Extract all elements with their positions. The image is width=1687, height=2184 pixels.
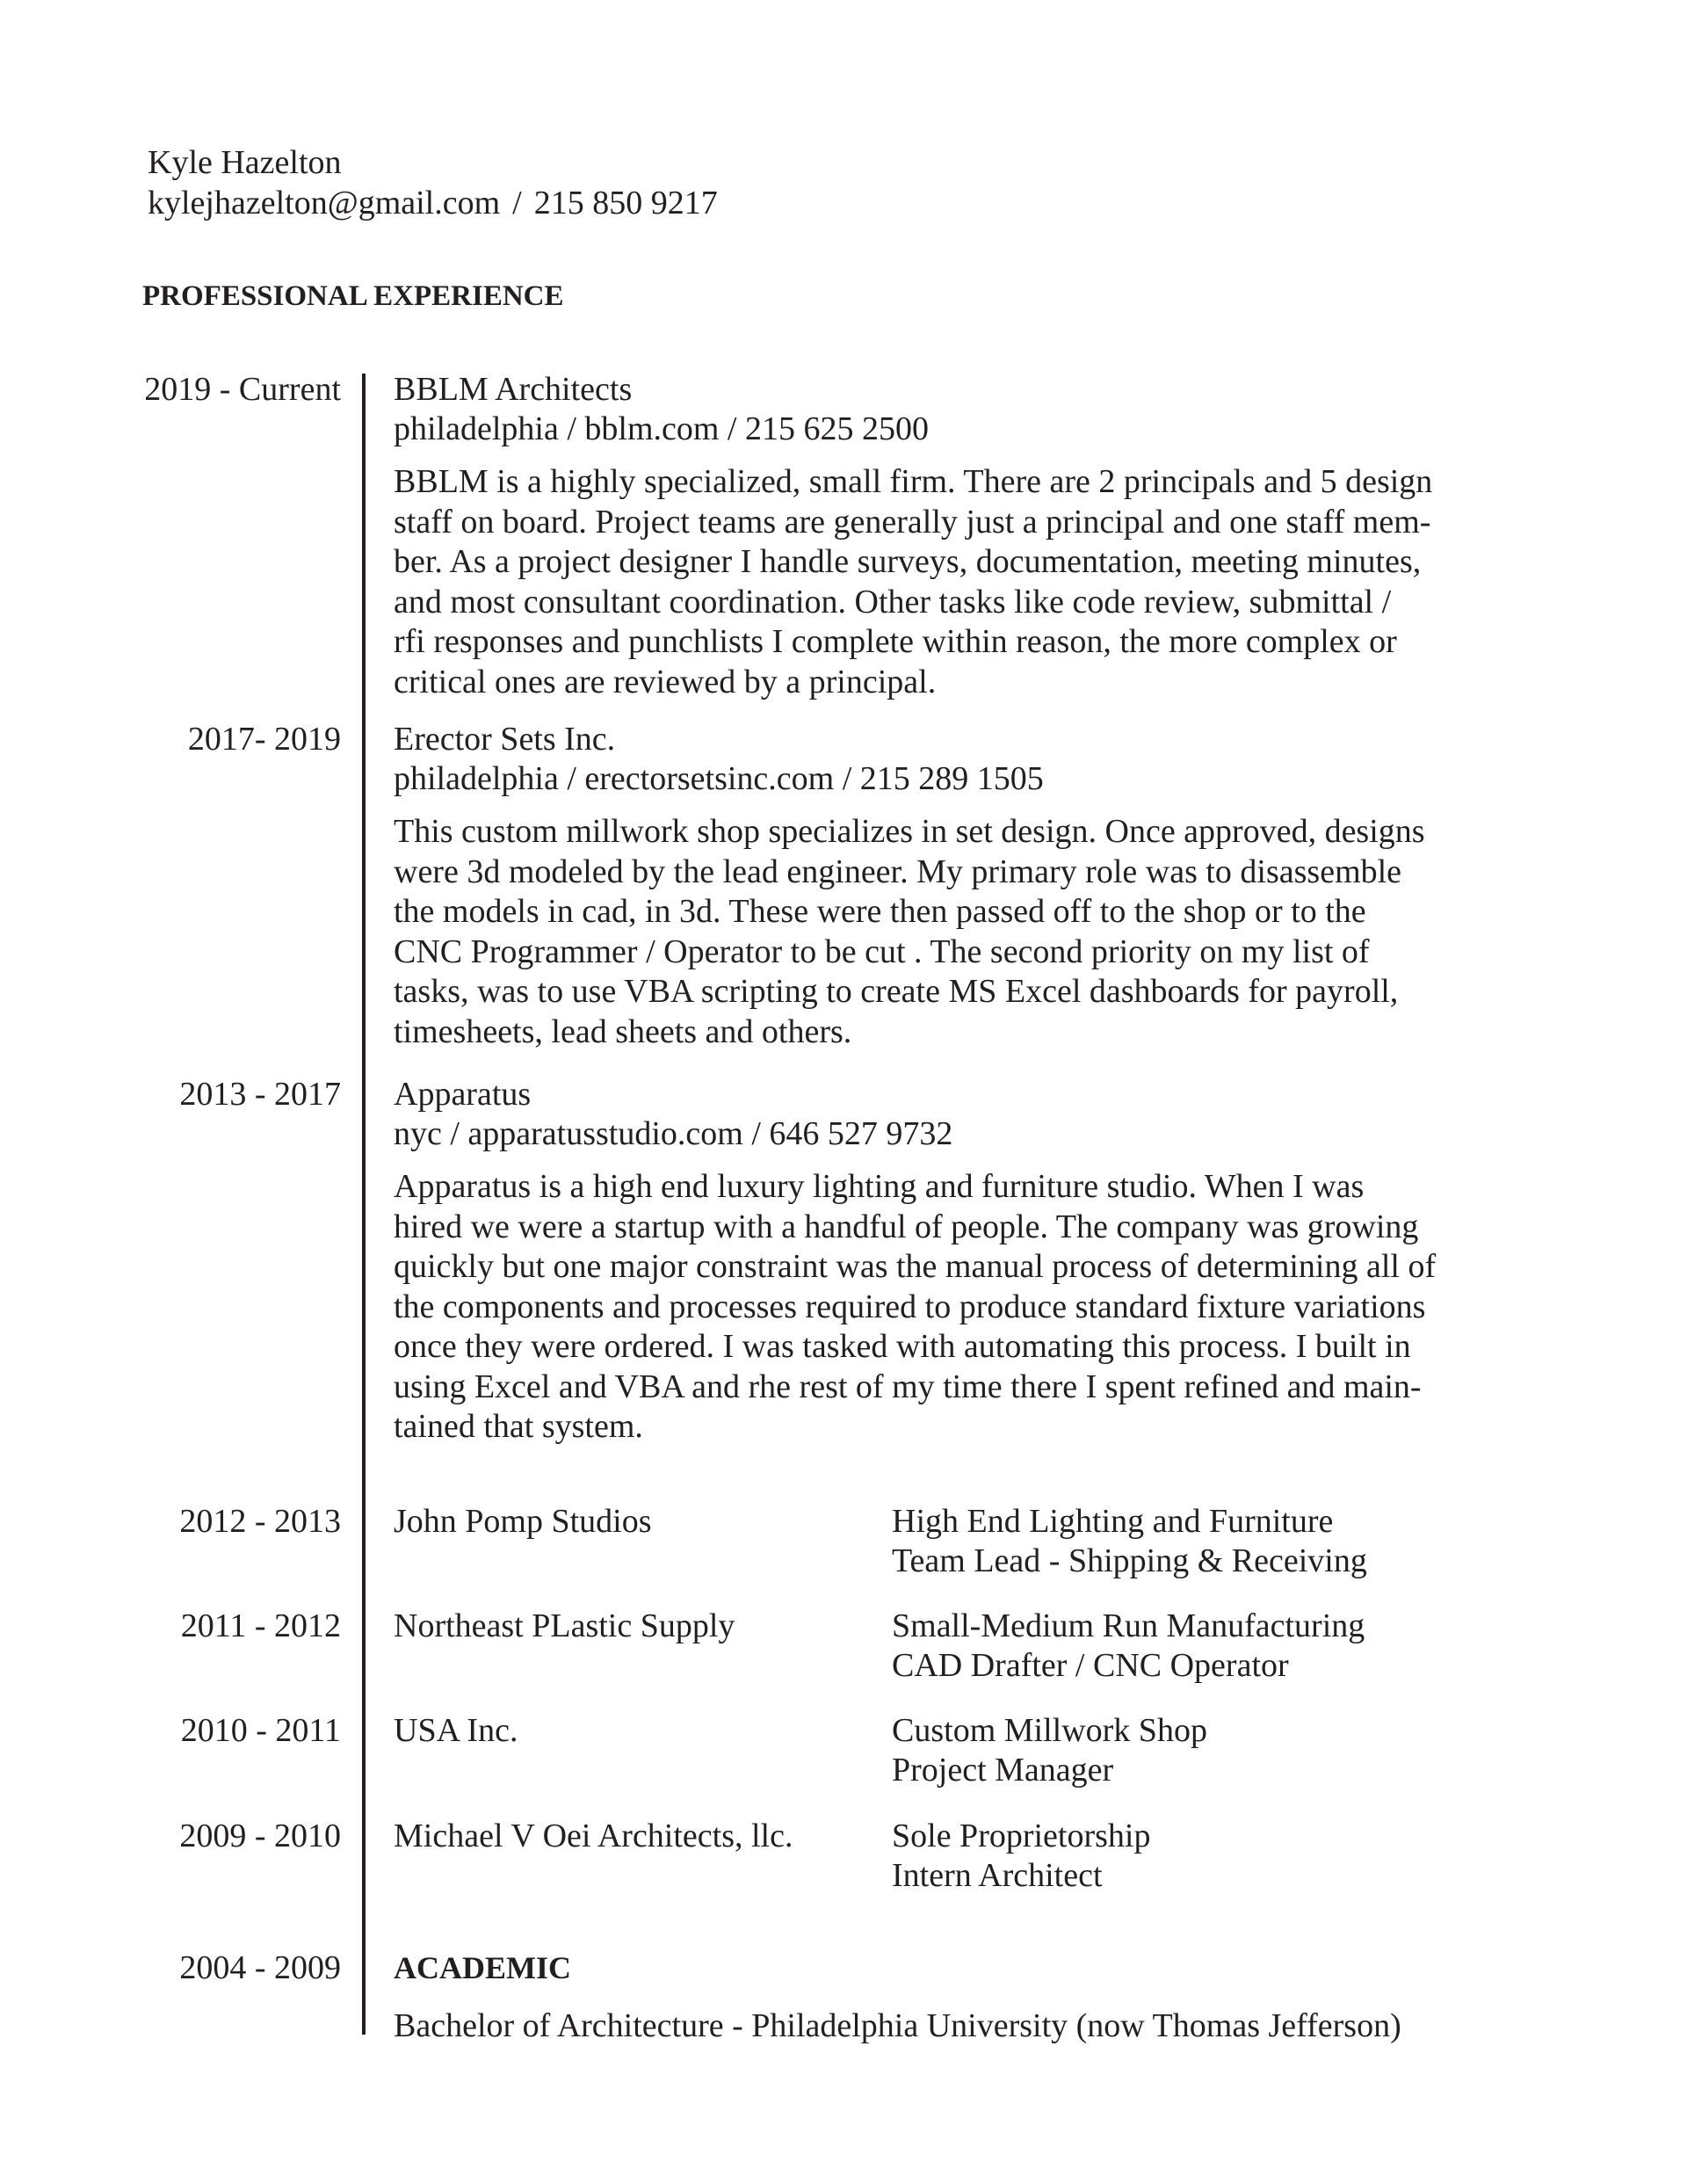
- experience-contact: philadelphia / bblm.com / 215 625 2500: [394, 410, 929, 447]
- position-role: CAD Drafter / CNC Operator: [892, 1647, 1289, 1684]
- position-type: Small-Medium Run Manufacturing: [892, 1607, 1365, 1644]
- phone-number: 215 850 9217: [533, 185, 718, 221]
- position-company: Michael V Oei Architects, llc.: [394, 1818, 793, 1854]
- position-company: John Pomp Studios: [394, 1503, 652, 1540]
- academic-dates: 2004 - 2009: [179, 1949, 341, 1986]
- experience-dates: 2013 - 2017: [179, 1076, 341, 1113]
- position-dates: 2012 - 2013: [179, 1503, 341, 1540]
- section-title: PROFESSIONAL EXPERIENCE: [142, 280, 564, 312]
- position-type: Sole Proprietorship: [892, 1818, 1151, 1854]
- experience-description: Apparatus is a high end luxury lighting and furniture studio. When I was hired we were a startup with a handful of people. The company was growing quickly but one major constraint was the manual process of determining all of the components and processes required to produce standard fixture variations once they were ordered. I was tasked with automating this process. I built in using Excel and VBA and rhe rest of my time there I spent refined and main- tained that system.: [394, 1168, 1437, 1445]
- academic-heading: ACADEMIC: [394, 1950, 571, 1985]
- position-role: Team Lead - Shipping & Receiving: [892, 1542, 1367, 1579]
- timeline-divider: [362, 374, 366, 2035]
- contact-line: [148, 183, 718, 223]
- email-address: kylejhazelton@gmail.com: [148, 185, 501, 221]
- experience-dates: 2019 - Current: [144, 371, 341, 408]
- position-company: Northeast PLastic Supply: [394, 1607, 735, 1644]
- experience-company: BBLM Architects: [394, 371, 633, 408]
- experience-contact: nyc / apparatusstudio.com / 646 527 9732: [394, 1115, 953, 1152]
- position-dates: 2011 - 2012: [180, 1607, 341, 1644]
- experience-company: Apparatus: [394, 1076, 532, 1113]
- experience-company: Erector Sets Inc.: [394, 721, 616, 758]
- position-dates: 2010 - 2011: [180, 1712, 341, 1749]
- position-type: Custom Millwork Shop: [892, 1712, 1207, 1749]
- academic-degree: Bachelor of Architecture - Philadelphia University (now Thomas Jefferson): [394, 2007, 1401, 2044]
- applicant-name: Kyle Hazelton: [148, 144, 342, 181]
- position-role: Intern Architect: [892, 1857, 1103, 1894]
- position-role: Project Manager: [892, 1752, 1114, 1789]
- position-company: USA Inc.: [394, 1712, 518, 1749]
- experience-dates: 2017- 2019: [187, 721, 341, 758]
- position-type: High End Lighting and Furniture: [892, 1503, 1334, 1540]
- experience-contact: philadelphia / erectorsetsinc.com / 215 289 1505: [394, 760, 1044, 797]
- experience-description: BBLM is a highly specialized, small firm. There are 2 principals and 5 design staff on board. Project teams are generally just a principal and one staff mem- ber. As a project designer I handle surveys, documentation, meeting minutes, and most consultant coordination. Other tasks like code review, submittal / rfi responses and punchlists I complete within reason, the more complex or critical ones are reviewed by a principal.: [394, 463, 1433, 700]
- experience-description: This custom millwork shop specializes in set design. Once approved, designs were 3d modeled by the lead engineer. My primary role was to disassemble the models in cad, in 3d. These were then passed off to the shop or to the CNC Programmer / Operator to be cut . The second priority on my list of tasks, was to use VBA scripting to create MS Excel dashboards for payroll, timesheets, lead sheets and others.: [394, 813, 1425, 1050]
- contact-separator: /: [512, 185, 522, 221]
- position-dates: 2009 - 2010: [179, 1818, 341, 1854]
